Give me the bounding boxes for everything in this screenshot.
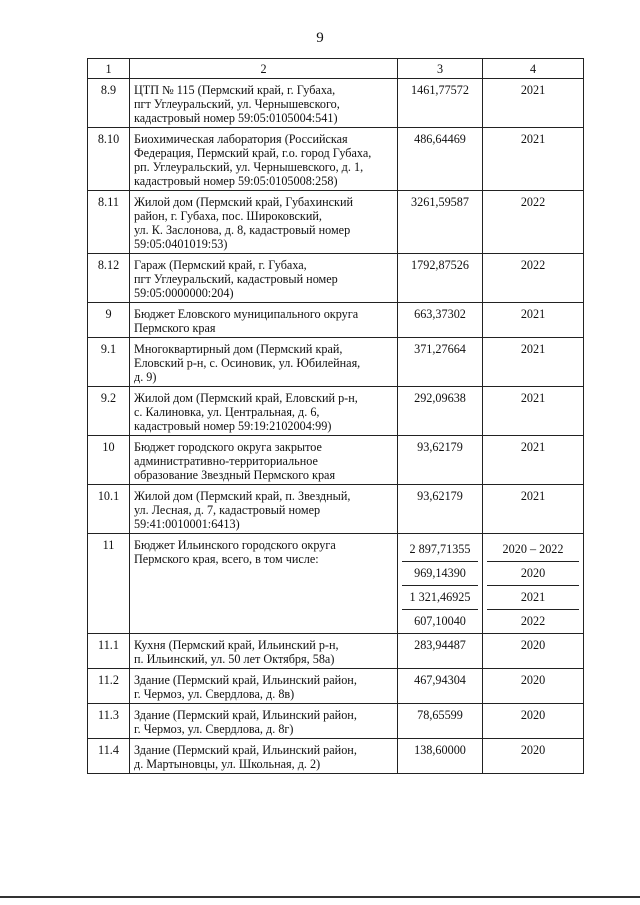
row-description xyxy=(130,191,398,254)
row-description xyxy=(130,534,398,634)
year-sub-cell: 2022 xyxy=(487,609,579,633)
description-line: ул. К. Заслонова, д. 8, кадастровый номер xyxy=(134,223,351,237)
description-line: кадастровый номер 59:19:2102004:99) xyxy=(134,419,332,433)
description-line: г. Чермоз, ул. Свердлова, д. 8в) xyxy=(134,687,295,701)
description-line: п. Ильинский, ул. 50 лет Октября, 58а) xyxy=(134,652,335,666)
description-line: Здание (Пермский край, Ильинский район, xyxy=(134,673,357,687)
row-number: 8.12 xyxy=(88,254,130,303)
description-line: Кухня (Пермский край, Ильинский р-н, xyxy=(134,638,339,652)
year-sub-cell: 2021 xyxy=(487,585,579,609)
table-row xyxy=(88,634,584,669)
row-year xyxy=(483,534,584,634)
header-col-1: 1 xyxy=(88,59,130,79)
row-amount: 1461,77572 xyxy=(398,79,483,128)
row-number: 11.4 xyxy=(88,739,130,774)
table-row xyxy=(88,128,584,191)
row-description xyxy=(130,303,398,338)
table-row xyxy=(88,338,584,387)
row-year: 2021 xyxy=(483,128,584,191)
row-year: 2021 xyxy=(483,436,584,485)
description-line: Еловский р-н, с. Осиновик, ул. Юбилейная, xyxy=(134,356,361,370)
table-row xyxy=(88,387,584,436)
description-line: рп. Углеуральский, ул. Чернышевского, д. 1, xyxy=(134,160,364,174)
header-col-2: 2 xyxy=(130,59,398,79)
description-line: Биохимическая лаборатория (Российская xyxy=(134,132,348,146)
row-year: 2021 xyxy=(483,387,584,436)
row-year: 2020 xyxy=(483,669,584,704)
row-number: 9 xyxy=(88,303,130,338)
row-description xyxy=(130,128,398,191)
row-amount: 283,94487 xyxy=(398,634,483,669)
description-line: район, г. Губаха, пос. Широковский, xyxy=(134,209,322,223)
table-row xyxy=(88,436,584,485)
row-description xyxy=(130,254,398,303)
description-line: Жилой дом (Пермский край, Еловский р-н, xyxy=(134,391,358,405)
table-body xyxy=(88,79,584,774)
table-row xyxy=(88,254,584,303)
description-line: Пермского края xyxy=(134,321,216,335)
row-year: 2022 xyxy=(483,191,584,254)
description-line: 59:05:0401019:53) xyxy=(134,237,228,251)
description-line: Гараж (Пермский край, г. Губаха, xyxy=(134,258,307,272)
row-amount: 3261,59587 xyxy=(398,191,483,254)
row-number: 8.10 xyxy=(88,128,130,191)
table-row xyxy=(88,704,584,739)
description-line: Бюджет Еловского муниципального округа xyxy=(134,307,359,321)
description-line: Бюджет Ильинского городского округа xyxy=(134,538,336,552)
header-col-3: 3 xyxy=(398,59,483,79)
row-amount: 78,65599 xyxy=(398,704,483,739)
header-col-4: 4 xyxy=(483,59,584,79)
row-year: 2022 xyxy=(483,254,584,303)
row-amount: 486,64469 xyxy=(398,128,483,191)
row-year: 2021 xyxy=(483,338,584,387)
row-number: 11.2 xyxy=(88,669,130,704)
row-year: 2021 xyxy=(483,303,584,338)
row-amount: 1792,87526 xyxy=(398,254,483,303)
row-description xyxy=(130,436,398,485)
description-line: Пермского края, всего, в том числе: xyxy=(134,552,319,566)
table-row xyxy=(88,534,584,634)
row-amount: 292,09638 xyxy=(398,387,483,436)
description-line: Федерация, Пермский край, г.о. город Губаха, xyxy=(134,146,372,160)
row-description xyxy=(130,79,398,128)
table-row xyxy=(88,485,584,534)
table-row xyxy=(88,739,584,774)
description-line: Жилой дом (Пермский край, п. Звездный, xyxy=(134,489,351,503)
row-amount: 663,37302 xyxy=(398,303,483,338)
amount-sub-cell: 2 897,71355 xyxy=(409,542,471,556)
row-description xyxy=(130,739,398,774)
row-description xyxy=(130,634,398,669)
row-number: 9.2 xyxy=(88,387,130,436)
row-amount: 93,62179 xyxy=(398,436,483,485)
row-year: 2020 xyxy=(483,739,584,774)
year-sub-cell: 2020 – 2022 xyxy=(502,542,564,556)
description-line: Многоквартирный дом (Пермский край, xyxy=(134,342,343,356)
description-line: д. Мартыновцы, ул. Школьная, д. 2) xyxy=(134,757,321,771)
row-number: 8.11 xyxy=(88,191,130,254)
row-description xyxy=(130,338,398,387)
amount-sub-cell: 969,14390 xyxy=(402,561,478,585)
row-description xyxy=(130,485,398,534)
row-amount: 467,94304 xyxy=(398,669,483,704)
description-line: д. 9) xyxy=(134,370,157,384)
row-amount xyxy=(398,534,483,634)
property-table xyxy=(87,58,584,774)
row-amount: 93,62179 xyxy=(398,485,483,534)
description-line: с. Калиновка, ул. Центральная, д. 6, xyxy=(134,405,320,419)
description-line: 59:41:0010001:6413) xyxy=(134,517,240,531)
description-line: Здание (Пермский край, Ильинский район, xyxy=(134,708,357,722)
row-number: 11.1 xyxy=(88,634,130,669)
row-description xyxy=(130,704,398,739)
description-line: ул. Лесная, д. 7, кадастровый номер xyxy=(134,503,321,517)
row-year: 2020 xyxy=(483,634,584,669)
row-amount: 371,27664 xyxy=(398,338,483,387)
row-number: 10.1 xyxy=(88,485,130,534)
description-line: пгт Углеуральский, кадастровый номер xyxy=(134,272,338,286)
table-row xyxy=(88,303,584,338)
amount-sub-cell: 1 321,46925 xyxy=(402,585,478,609)
description-line: ЦТП № 115 (Пермский край, г. Губаха, xyxy=(134,83,336,97)
row-amount: 138,60000 xyxy=(398,739,483,774)
row-year: 2021 xyxy=(483,485,584,534)
description-line: Здание (Пермский край, Ильинский район, xyxy=(134,743,357,757)
description-line: административно-территориальное xyxy=(134,454,318,468)
row-description xyxy=(130,669,398,704)
description-line: Жилой дом (Пермский край, Губахинский xyxy=(134,195,353,209)
row-number: 11 xyxy=(88,534,130,634)
row-description xyxy=(130,387,398,436)
bottom-rule xyxy=(0,896,640,898)
table-row xyxy=(88,191,584,254)
description-line: Бюджет городского округа закрытое xyxy=(134,440,322,454)
row-number: 10 xyxy=(88,436,130,485)
description-line: пгт Углеуральский, ул. Чернышевского, xyxy=(134,97,340,111)
description-line: образование Звездный Пермского края xyxy=(134,468,336,482)
description-line: кадастровый номер 59:05:0105004:541) xyxy=(134,111,338,125)
year-sub-cell: 2020 xyxy=(487,561,579,585)
row-year: 2020 xyxy=(483,704,584,739)
row-year: 2021 xyxy=(483,79,584,128)
header-row xyxy=(88,59,584,79)
description-line: г. Чермоз, ул. Свердлова, д. 8г) xyxy=(134,722,294,736)
description-line: кадастровый номер 59:05:0105008:258) xyxy=(134,174,338,188)
amount-sub-cell: 607,10040 xyxy=(402,609,478,633)
table-row xyxy=(88,669,584,704)
row-number: 9.1 xyxy=(88,338,130,387)
table-row xyxy=(88,79,584,128)
description-line: 59:05:0000000:204) xyxy=(134,286,234,300)
row-number: 8.9 xyxy=(88,79,130,128)
row-number: 11.3 xyxy=(88,704,130,739)
page-number: 9 xyxy=(316,30,324,46)
